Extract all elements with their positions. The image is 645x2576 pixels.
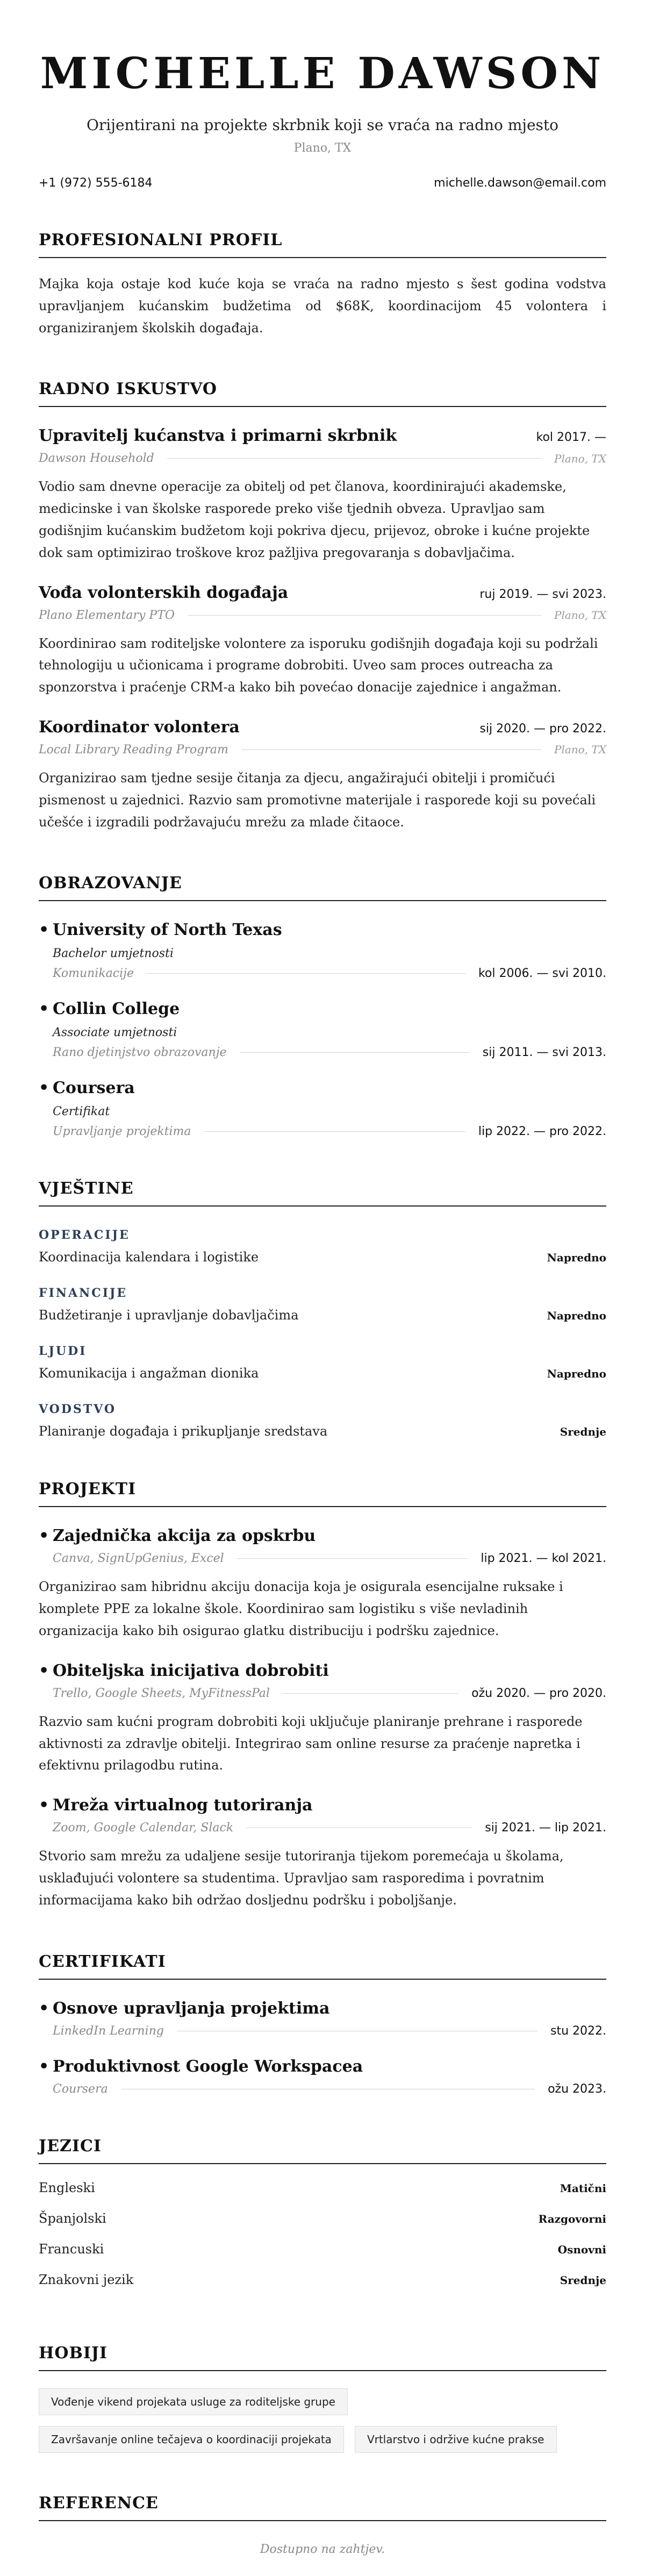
skill-group (39, 1344, 606, 1381)
languages-section (39, 2137, 606, 2303)
project-item (39, 1661, 606, 1776)
skill-name: Planiranje događaja i prikupljanje sredstava (39, 1424, 328, 1439)
hobby-tag: Završavanje online tečajeva o koordinaciji projekata (39, 2426, 344, 2453)
job-description: Koordinirao sam roditeljske volontere za isporuku godišnjih događaja koji su podržali tehnologiju u učionicama i programe dobrobiti. Uveo sam proces outreacha za sponzorstva i praćenje CRM-a kako bih povećao donacije zajednice i angažman. (39, 636, 598, 695)
education-section (39, 874, 606, 1138)
language-item (39, 2180, 606, 2211)
location: Plano, TX (293, 141, 352, 155)
skill-level: Srednje (560, 1425, 606, 1439)
bullet-icon: • (39, 920, 49, 940)
divider (188, 615, 541, 616)
section-title-profile: PROFESIONALNI PROFIL (39, 231, 606, 258)
education-date: kol 2006. — svi 2010. (478, 967, 606, 981)
contact-row (39, 176, 606, 190)
skill-group (39, 1402, 606, 1439)
project-date: sij 2021. — lip 2021. (485, 1821, 606, 1835)
experience-item (39, 583, 606, 698)
job-date: ruj 2019. — svi 2023. (479, 587, 606, 601)
divider (204, 1131, 465, 1132)
profile-section (39, 231, 606, 339)
bullet-icon: • (39, 1000, 49, 1019)
certificate-item (39, 2057, 606, 2096)
experience-section (39, 380, 606, 833)
bullet-icon: • (39, 1079, 49, 1098)
job-location: Plano, TX (554, 743, 606, 757)
divider (237, 1558, 468, 1559)
field-of-study: Rano djetinjstvo obrazovanje (53, 1046, 227, 1060)
bullet-icon: • (39, 1796, 49, 1815)
section-title-certificates: CERTIFIKATI (39, 1952, 606, 1980)
project-tools: Canva, SignUpGenius, Excel (53, 1552, 224, 1566)
bullet-icon: • (39, 1999, 49, 2018)
language-level: Matični (560, 2181, 606, 2195)
references-section (39, 2494, 606, 2556)
project-tools: Zoom, Google Calendar, Slack (53, 1821, 234, 1835)
certificate-issuer: LinkedIn Learning (53, 2024, 164, 2038)
skill-group (39, 1286, 606, 1323)
hobby-tag: Vrtlarstvo i održive kućne prakse (355, 2426, 557, 2453)
field-of-study: Upravljanje projektima (53, 1125, 191, 1139)
project-date: ožu 2020. — pro 2020. (471, 1686, 606, 1700)
experience-item (39, 426, 606, 563)
employer: Dawson Household (39, 452, 154, 466)
project-date: lip 2021. — kol 2021. (481, 1552, 606, 1566)
section-title-languages: JEZICI (39, 2137, 606, 2164)
skill-level: Napredno (547, 1367, 606, 1381)
skill-name: Koordinacija kalendara i logistike (39, 1250, 259, 1265)
job-title: Vođa volonterskih događaja (39, 583, 289, 602)
field-of-study: Komunikacije (53, 967, 134, 981)
project-description: Razvio sam kućni program dobrobiti koji uključuje planiranje prehrane i rasporede aktivnosti za zdravlje obitelji. Integrirao sam online resurse za praćenje napretka i efektivnu prilagodbu rutina. (39, 1714, 583, 1773)
education-item (39, 920, 606, 980)
skill-level: Napredno (547, 1251, 606, 1265)
language-item (39, 2272, 606, 2303)
language-level: Razgovorni (538, 2212, 606, 2225)
skill-category: FINANCIJE (39, 1286, 128, 1301)
school-name: Collin College (53, 1000, 180, 1019)
phone-number: +1 (972) 555-6184 (39, 176, 153, 190)
education-date: sij 2011. — svi 2013. (482, 1046, 606, 1060)
degree: Bachelor umjetnosti (53, 947, 174, 961)
certificate-date: stu 2022. (550, 2024, 606, 2038)
language-item (39, 2211, 606, 2242)
divider (240, 1052, 470, 1053)
skill-category: VODSTVO (39, 1402, 117, 1417)
education-item (39, 1079, 606, 1138)
job-description: Organizirao sam tjedne sesije čitanja za djecu, angažirajući obitelji i promičući pismenost u zajednici. Razvio sam promotivne materijale i rasporede koji su povećali učešće i izgradili podržavajuću mrežu za mlade čitaoce. (39, 770, 596, 830)
employer: Plano Elementary PTO (39, 608, 175, 622)
degree: Associate umjetnosti (53, 1026, 177, 1040)
skill-category: LJUDI (39, 1344, 87, 1359)
education-date: lip 2022. — pro 2022. (478, 1125, 606, 1139)
language-name: Znakovni jezik (39, 2272, 134, 2287)
bullet-icon: • (39, 1661, 49, 1680)
certificate-name: Osnove upravljanja projektima (53, 1999, 330, 2018)
projects-section (39, 1480, 606, 1911)
project-item (39, 1796, 606, 1911)
language-name: Španjolski (39, 2210, 106, 2226)
job-title: Koordinator volontera (39, 717, 240, 737)
project-name: Zajednička akcija za opskrbu (53, 1526, 316, 1546)
project-description: Organizirao sam hibridnu akciju donacija koja je osigurala esencijalne ruksake i komplete PPE za lokalne škole. Koordinirao sam logistiku s više nevladinih organizacija kako bih osigurao glatku distribuciju i podršku zajednice. (39, 1579, 563, 1638)
certificate-item (39, 1999, 606, 2038)
language-item (39, 2242, 606, 2272)
email-address: michelle.dawson@email.com (434, 176, 606, 190)
education-item (39, 1000, 606, 1059)
skill-category: OPERACIJE (39, 1228, 130, 1243)
language-name: Francuski (39, 2241, 104, 2257)
language-level: Osnovni (557, 2243, 606, 2256)
hobby-tags (39, 2388, 587, 2453)
divider (167, 458, 541, 459)
job-location: Plano, TX (554, 452, 606, 465)
project-name: Mreža virtualnog tutoriranja (53, 1796, 313, 1815)
project-item (39, 1526, 606, 1642)
profile-text: Majka koja ostaje kod kuće koja se vraća na radno mjesto s šest godina vodstva upravljanjem kućanskim budžetima od $68K, koordinacijom 45 volontera i organiziranjem školskih događaja. (39, 276, 606, 336)
school-name: University of North Texas (53, 920, 282, 940)
job-title: Upravitelj kućanstva i primarni skrbnik (39, 426, 397, 446)
candidate-name: MICHELLE DAWSON (40, 48, 605, 98)
job-date: kol 2017. — (536, 431, 606, 445)
divider (147, 973, 465, 974)
job-description: Vodio sam dnevne operacije za obitelj od pet članova, koordinirajući akademske, medicinske i van školske rasporede preko više tjednih obveza. Upravljao sam godišnjim kućanskim budžetom koji pokriva djecu, prijevoz, obroke i kućne projekte dok sam optimizirao troškove kroz pažljiva pregovaranja s dobavljačima. (39, 479, 590, 560)
job-location: Plano, TX (554, 609, 606, 622)
school-name: Coursera (53, 1079, 135, 1098)
section-title-skills: VJEŠTINE (39, 1179, 606, 1207)
project-description: Stvorio sam mrežu za udaljene sesije tutoriranja tijekom poremećaja u školama, usklađujući volontere sa studentima. Upravljao sam rasporedima i povratnim informacijama kako bih održao dosljednu podršku i poboljšanje. (39, 1849, 564, 1908)
certificate-name: Produktivnost Google Workspacea (53, 2057, 363, 2076)
project-tools: Trello, Google Sheets, MyFitnessPal (53, 1686, 270, 1700)
skill-name: Budžetiranje i upravljanje dobavljačima (39, 1308, 299, 1323)
bullet-icon: • (39, 2057, 49, 2076)
skill-name: Komunikacija i angažman dionika (39, 1366, 259, 1381)
section-title-references: REFERENCE (39, 2494, 606, 2521)
skill-group (39, 1228, 606, 1265)
hobbies-section (39, 2344, 606, 2453)
experience-item (39, 718, 606, 833)
skill-level: Napredno (547, 1309, 606, 1323)
certificate-issuer: Coursera (53, 2082, 108, 2096)
certificates-section (39, 1952, 606, 2096)
certificate-date: ožu 2023. (548, 2082, 606, 2096)
divider (283, 1693, 458, 1694)
job-date: sij 2020. — pro 2022. (479, 722, 606, 736)
degree: Certifikat (53, 1105, 110, 1119)
references-text: Dostupno na zahtjev. (260, 2542, 385, 2556)
section-title-projects: PROJEKTI (39, 1480, 606, 1507)
headline: Orijentirani na projekte skrbnik koji se vraća na radno mjesto (86, 116, 559, 134)
language-level: Srednje (560, 2273, 606, 2287)
employer: Local Library Reading Program (39, 743, 228, 757)
bullet-icon: • (39, 1526, 49, 1546)
language-name: Engleski (39, 2180, 95, 2195)
section-title-experience: RADNO ISKUSTVO (39, 380, 606, 407)
hobby-tag: Vođenje vikend projekata usluge za roditeljske grupe (39, 2388, 348, 2415)
section-title-hobbies: HOBIJI (39, 2344, 606, 2371)
resume-header (39, 48, 606, 155)
section-title-education: OBRAZOVANJE (39, 874, 606, 901)
skills-section (39, 1179, 606, 1439)
project-name: Obiteljska inicijativa dobrobiti (53, 1661, 329, 1680)
